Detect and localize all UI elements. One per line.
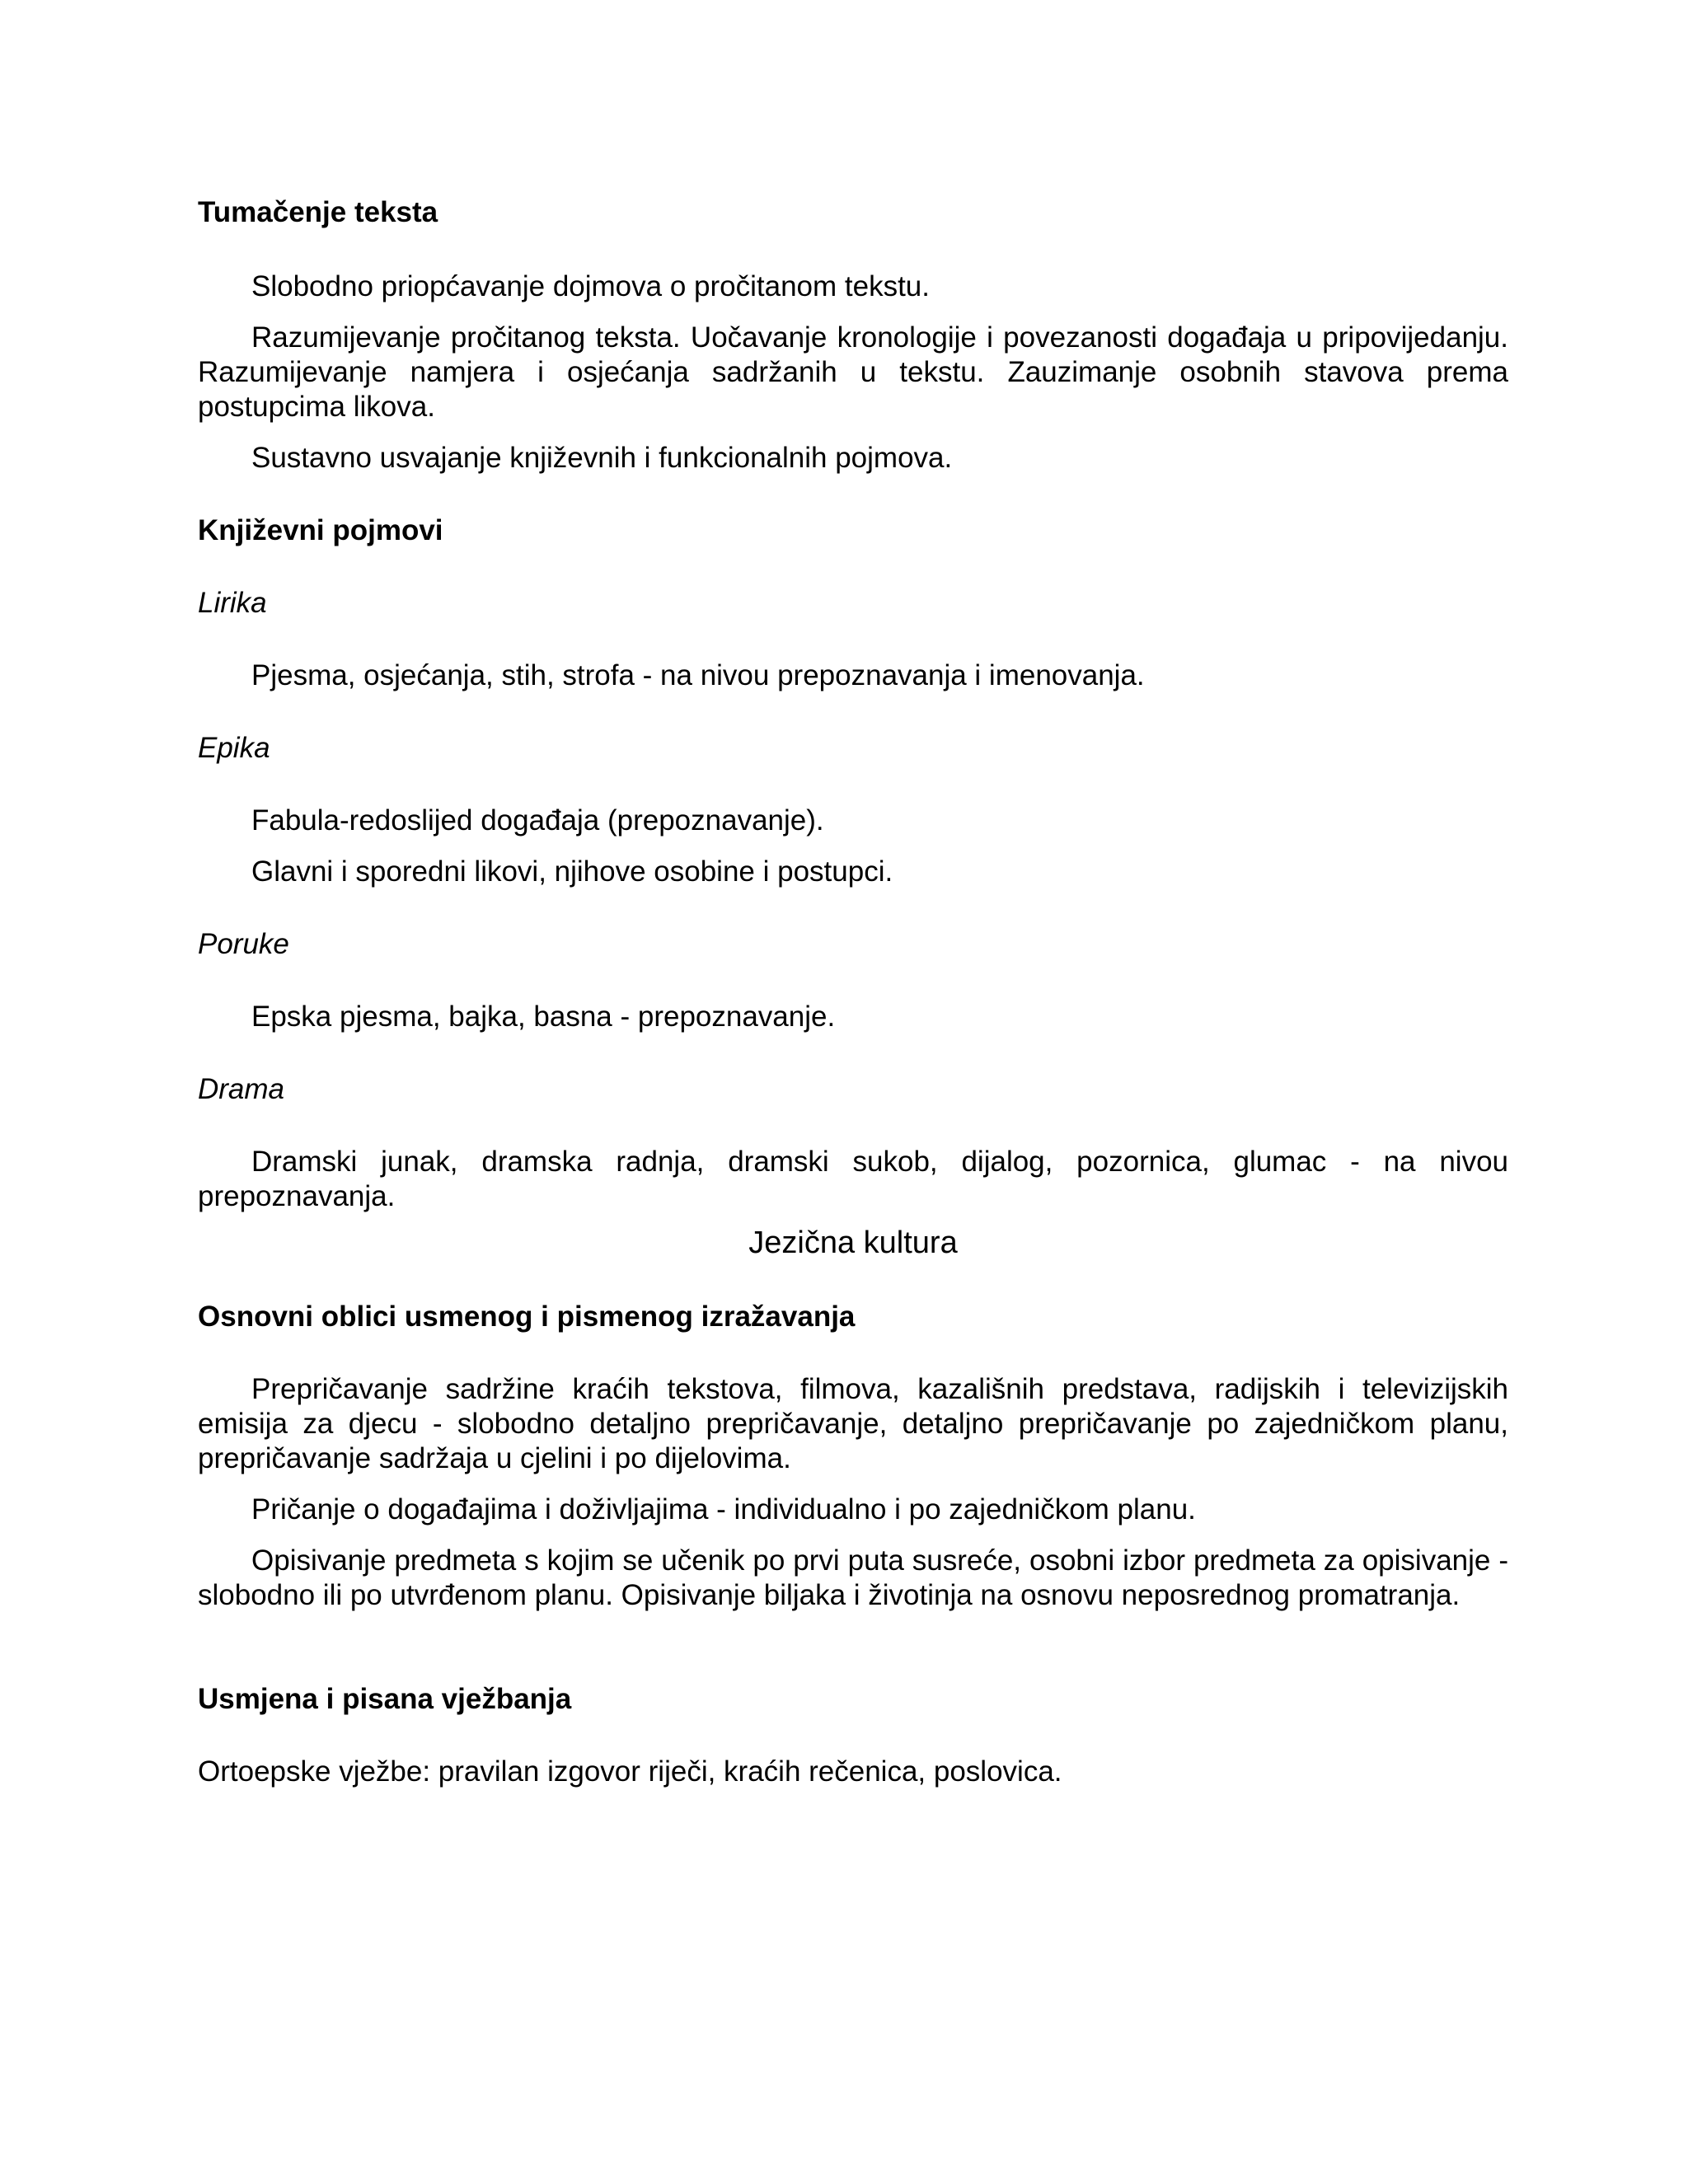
paragraph-epika-2: Glavni i sporedni likovi, njihove osobine i postupci. — [251, 855, 893, 888]
heading-osnovni-oblici: Osnovni oblici usmenog i pismenog izražavanja — [198, 1301, 856, 1333]
paragraph-jezicna-3: Opisivanje predmeta s kojim se učenik po prvi puta susreće, osobni izbor predmeta za opisivanje - slobodno ili po utvrđenom planu. Opisivanje biljaka i životinja na osnovu neposrednog promatranja. — [198, 1544, 1508, 1611]
paragraph-epika-1: Fabula-redoslijed događaja (prepoznavanje). — [251, 804, 824, 837]
paragraph-jezicna-1: Prepričavanje sadržine kraćih tekstova, filmova, kazališnih predstava, radijskih i televizijskih emisija za djecu - slobodno detaljno prepričavanje, detaljno prepričavanje po zajedničkom planu, prepričavanje sadržaja u cjelini i po dijelovima. — [198, 1373, 1508, 1474]
heading-tumacenje-teksta: Tumačenje teksta — [198, 196, 438, 228]
label-epika: Epika — [198, 732, 270, 764]
section-title-jezicna-kultura: Jezična kultura — [748, 1226, 958, 1260]
paragraph-tumacenje-3: Sustavno usvajanje književnih i funkcionalnih pojmova. — [251, 442, 953, 474]
paragraph-ortoepske-vjezbe: Ortoepske vježbe: pravilan izgovor riječi, kraćih rečenica, poslovica. — [198, 1755, 1062, 1788]
paragraph-poruke: Epska pjesma, bajka, basna - prepoznavanje. — [251, 1001, 836, 1033]
document-page — [198, 0, 1508, 2184]
paragraph-tumacenje-2: Razumijevanje pročitanog teksta. Uočavanje kronologije i povezanosti događaja u pripovijedanju. Razumijevanje namjera i osjećanja sadržanih u tekstu. Zauzimanje osobnih stavova prema postupcima likova. — [198, 321, 1508, 423]
label-drama: Drama — [198, 1073, 285, 1105]
paragraph-tumacenje-1: Slobodno priopćavanje dojmova o pročitanom tekstu. — [251, 270, 930, 302]
label-lirika: Lirika — [198, 587, 267, 619]
paragraph-drama: Dramski junak, dramska radnja, dramski sukob, dijalog, pozornica, glumac - na nivou prepoznavanja. — [198, 1146, 1508, 1212]
paragraph-lirika: Pjesma, osjećanja, stih, strofa - na nivou prepoznavanja i imenovanja. — [251, 659, 1145, 691]
label-poruke: Poruke — [198, 928, 289, 960]
heading-knjizevni-pojmovi: Književni pojmovi — [198, 514, 443, 546]
paragraph-jezicna-2: Pričanje o događajima i doživljajima - individualno i po zajedničkom planu. — [251, 1493, 1196, 1526]
heading-usmjena-pisana: Usmjena i pisana vježbanja — [198, 1683, 572, 1715]
